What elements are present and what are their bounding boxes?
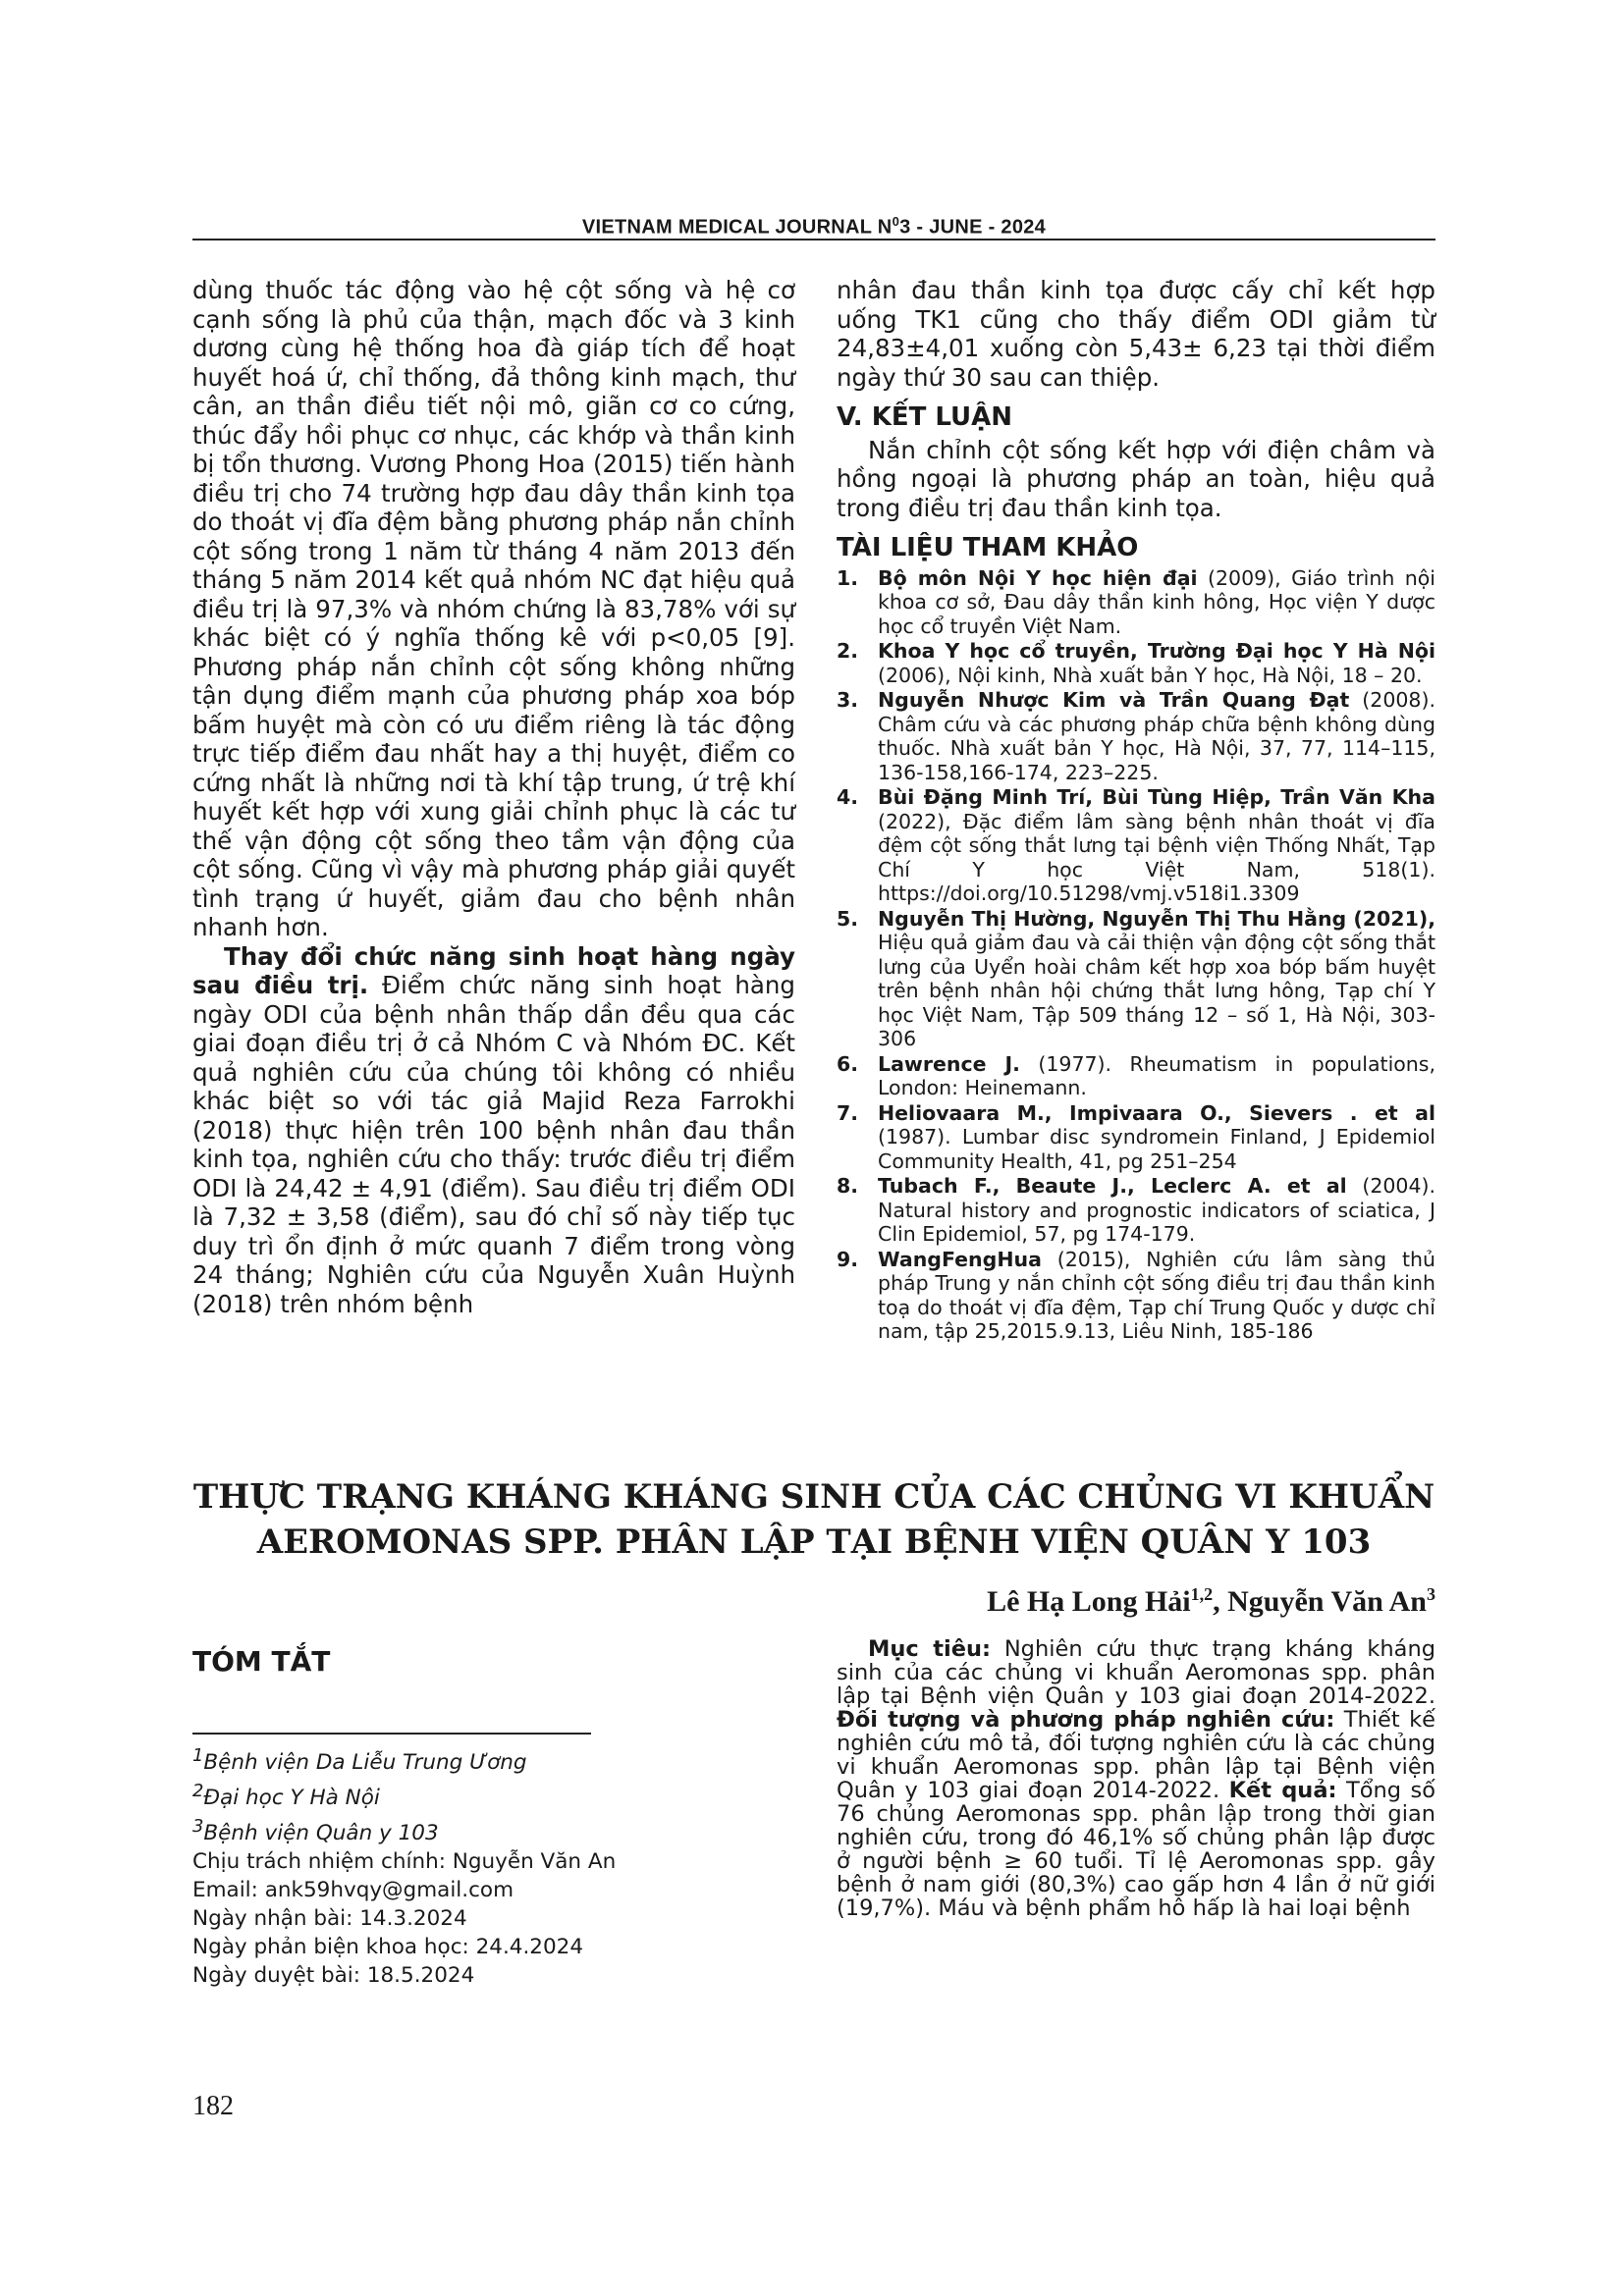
reference-authors: Bùi Đặng Minh Trí, Bùi Tùng Hiệp, Trần Văn Kha: [878, 785, 1435, 809]
affiliation-2-sup: 2: [192, 1781, 204, 1802]
conclusion-text: Nắn chỉnh cột sống kết hợp với điện châm và hồng ngoại là phương pháp an toàn, hiệu quả trong điều trị đau thần kinh tọa.: [837, 435, 1435, 522]
reference-number: 5.: [837, 906, 859, 931]
reference-text: [878, 639, 1435, 687]
journal-name-prefix: VIETNAM MEDICAL JOURNAL N: [581, 216, 893, 239]
references-heading: TÀI LIỆU THAM KHẢO: [837, 533, 1139, 562]
affiliation-3: [192, 1812, 742, 1847]
odi-subheading: Thay đổi chức năng sinh hoạt hàng ngày sau điều trị.: [192, 941, 795, 999]
right-column: [837, 276, 1435, 1345]
reference-details: Hiệu quả giảm đau và cải thiện vận động cột sống thắt lưng của Uyển hoài châm kết hợp xoa bóp bấm huyệt trên bệnh nhân hội chứng thắt lưng hông, Tạp chí Y học Việt Nam, Tập 509 tháng 12 – số 1, Hà Nội, 303-306: [878, 931, 1435, 1050]
reference-details: (2008). Châm cứu và các phương pháp chữa bệnh không dùng thuốc. Nhà xuất bản Y học, Hà Nội, 37, 77, 114–115, 136-158,166-174, 223–225.: [878, 688, 1435, 784]
objective-text: Nghiên cứu thực trạng kháng kháng sinh của các chủng vi khuẩn Aeromonas spp. phân lập tại Bệnh viện Quân y 103 giai đoạn 2014-2022.: [837, 1636, 1436, 1709]
reference-details: (1987). Lumbar disc syndromein Finland, J Epidemiol Community Health, 41, pg 251–254: [878, 1125, 1435, 1173]
reference-item: [837, 907, 1435, 1051]
author-1-affiliation: 1,2: [1190, 1584, 1214, 1604]
article-title-line-2: AEROMONAS SPP. PHÂN LẬP TẠI BỆNH VIỆN QUÂN Y 103: [256, 1522, 1372, 1562]
abstract-paragraph: [837, 1637, 1435, 1920]
reference-text: [878, 1052, 1435, 1100]
reference-authors: Nguyễn Thị Hường, Nguyễn Thị Thu Hằng (2021),: [878, 906, 1435, 931]
footnotes: [192, 1741, 742, 1990]
reference-number: 3.: [837, 688, 859, 712]
affiliation-3-sup: 3: [192, 1816, 204, 1838]
reference-item: [837, 1101, 1435, 1174]
reference-text: [878, 1101, 1435, 1174]
running-header: [192, 214, 1435, 240]
reference-details: (1977). Rheumatism in populations, London: Heinemann.: [878, 1051, 1435, 1099]
reference-number: 2.: [837, 639, 859, 663]
affiliation-1: [192, 1741, 742, 1777]
reference-details: (2006), Nội kinh, Nhà xuất bản Y học, Hà Nội, 18 – 20.: [878, 663, 1423, 687]
author-2: Nguyễn Văn An: [1227, 1585, 1427, 1618]
results-text: Tổng số 76 chủng Aeromonas spp. phân lập trong thời gian nghiên cứu, trong đó 46,1% số chủng phân lập được ở người bệnh ≥ 60 tuổi. Tỉ lệ Aeromonas spp. gây bệnh ở nam giới (80,3%) cao gấp hơn 4 lần ở nữ giới (19,7%). Máu và bệnh phẩm hô hấp là hai loại bệnh: [837, 1778, 1436, 1921]
methods-label: Đối tượng và phương pháp nghiên cứu:: [837, 1707, 1335, 1733]
date-approved: Ngày duyệt bài: 18.5.2024: [192, 1963, 475, 1989]
reference-number: 8.: [837, 1174, 859, 1198]
reference-item: [837, 1174, 1435, 1247]
journal-name-suffix: 3 - JUNE - 2024: [899, 216, 1047, 239]
discussion-paragraph-odi: [192, 942, 795, 1319]
author-separator: ,: [1213, 1585, 1228, 1618]
left-column: [192, 276, 795, 1318]
reference-text: [878, 907, 1435, 1051]
contact-email: Email: ank59hvqy@gmail.com: [192, 1878, 514, 1903]
author-list: [837, 1584, 1435, 1619]
reference-authors: Khoa Y học cổ truyền, Trường Đại học Y Hà Nội: [878, 639, 1435, 663]
reference-details: (2015), Nghiên cứu lâm sàng thủ pháp Trung y nắn chỉnh cột sống điều trị đau thần kinh toạ do thoát vị đĩa đệm, Tạp chí Trung Quốc y dược chỉ nam, tập 25,2015.9.13, Liêu Ninh, 185-186: [878, 1247, 1435, 1343]
affiliation-3-text: Bệnh viện Quân y 103: [203, 1821, 439, 1846]
reference-text: [878, 785, 1435, 906]
date-received: Ngày nhận bài: 14.3.2024: [192, 1906, 467, 1932]
article-title-line-1: THỰC TRẠNG KHÁNG KHÁNG SINH CỦA CÁC CHỦNG VI KHUẨN: [192, 1477, 1435, 1517]
conclusion-heading: V. KẾT LUẬN: [837, 402, 1013, 432]
reference-authors: Lawrence J.: [878, 1051, 1020, 1076]
reference-number: 1.: [837, 565, 859, 590]
reference-number: 6.: [837, 1051, 859, 1076]
reference-item: [837, 785, 1435, 906]
reference-text: [878, 688, 1435, 784]
objective-label: Mục tiêu:: [868, 1636, 992, 1662]
reference-number: 9.: [837, 1247, 859, 1271]
abstract: [837, 1637, 1435, 1920]
reference-details: (2004). Natural history and prognostic indicators of sciatica, J Clin Epidemiol, 57, pg 174-179.: [878, 1174, 1436, 1246]
author-2-affiliation: 3: [1427, 1584, 1435, 1604]
reference-authors: Tubach F., Beaute J., Leclerc A. et al: [878, 1174, 1347, 1198]
reference-item: [837, 566, 1435, 639]
references-list: [837, 566, 1435, 1344]
methods-text: Thiết kế nghiên cứu mô tả, đối tượng nghiên cứu là các chủng vi khuẩn Aeromonas spp. phân lập tại Bệnh viện Quân y 103 giai đoạn 2014-2022.: [837, 1707, 1435, 1803]
results-label: Kết quả:: [1228, 1778, 1337, 1803]
page-number: 182: [192, 2091, 234, 2121]
reference-item: [837, 639, 1435, 687]
reference-text: [878, 566, 1435, 639]
reference-authors: WangFengHua: [878, 1247, 1042, 1271]
header-rule: [192, 239, 1435, 240]
reference-item: [837, 1248, 1435, 1344]
affiliation-1-sup: 1: [192, 1745, 204, 1766]
footnote-rule: [192, 1733, 591, 1735]
article-title: [192, 1474, 1435, 1565]
reference-text: [878, 1248, 1435, 1344]
reference-text: [878, 1174, 1435, 1247]
affiliation-2: [192, 1777, 742, 1812]
discussion-paragraph: dùng thuốc tác động vào hệ cột sống và hệ cơ cạnh sống là phủ của thận, mạch đốc và 3 kinh dương cùng hệ thống hoa đà giáp tích để hoạt huyết hoá ứ, chỉ thống, đả thông kinh mạch, thư cân, an thần điều tiết nội mô, giãn cơ co cứng, thúc đẩy hồi phục cơ nhục, các khớp và thần kinh bị tổn thương. Vương Phong Hoa (2015) tiến hành điều trị cho 74 trường hợp đau dây thần kinh tọa do thoát vị đĩa đệm bằng phương pháp nắn chỉnh cột sống trong 1 năm từ tháng 4 năm 2013 đến tháng 5 năm 2014 kết quả nhóm NC đạt hiệu quả điều trị là 97,3% và nhóm chứng là 83,78% với sự khác biệt có ý nghĩa thống kê với p<0,05 [9]. Phương pháp nắn chỉnh cột sống không những tận dụng điểm mạnh của phương pháp xoa bóp bấm huyệt mà còn có ưu điểm riêng là tác động trực tiếp điểm đau nhất hay a thị huyệt, điểm co cứng nhất là những nơi tà khí tập trung, ứ trệ khí huyết kết hợp với xung giải chỉnh phục là các tư thế vận động cột sống theo tầm vận động của cột sống. Cũng vì vậy mà phương pháp giải quyết tình trạng ứ huyết, giảm đau cho bệnh nhân nhanh hơn.: [192, 276, 795, 941]
reference-number: 7.: [837, 1100, 859, 1125]
reference-details: (2022), Đặc điểm lâm sàng bệnh nhân thoát vị đĩa đệm cột sống thắt lưng tại bệnh viện Thống Nhất, Tạp Chí Y học Việt Nam, 518(1). https://doi.org/10.51298/vmj.v518i1.3309: [878, 809, 1435, 905]
reference-authors: Bộ môn Nội Y học hiện đại: [878, 565, 1198, 590]
reference-authors: Nguyễn Nhược Kim và Trần Quang Đạt: [878, 688, 1350, 712]
date-reviewed: Ngày phản biện khoa học: 24.4.2024: [192, 1935, 584, 1960]
discussion-continuation: nhân đau thần kinh tọa được cấy chỉ kết hợp uống TK1 cũng cho thấy điểm ODI giảm từ 24,83±4,01 xuống còn 5,43± 6,23 tại thời điểm ngày thứ 30 sau can thiệp.: [837, 276, 1435, 392]
reference-details: (2009), Giáo trình nội khoa cơ sở, Đau dây thần kinh hông, Học viện Y dược học cổ truyền Việt Nam.: [878, 565, 1435, 638]
reference-authors: Heliovaara M., Impivaara O., Sievers . et al: [878, 1100, 1435, 1125]
affiliation-1-text: Bệnh viện Da Liễu Trung Ương: [203, 1750, 527, 1776]
responsible-author: Chịu trách nhiệm chính: Nguyễn Văn An: [192, 1849, 617, 1875]
reference-number: 4.: [837, 785, 859, 809]
affiliation-2-text: Đại học Y Hà Nội: [203, 1786, 380, 1811]
journal-issue-sup: 0: [892, 214, 900, 229]
reference-item: [837, 688, 1435, 784]
odi-text: Điểm chức năng sinh hoạt hàng ngày ODI của bệnh nhân thấp dần đều qua các giai đoạn điều trị ở cả Nhóm C và Nhóm ĐC. Kết quả nghiên cứu của chúng tôi không có nhiều khác biệt so với tác giả Majid Reza Farrokhi (2018) thực hiện trên 100 bệnh nhân đau thần kinh tọa, nghiên cứu cho thấy: trước điều trị điểm ODI là 24,42 ± 4,91 (điểm). Sau điều trị điểm ODI là 7,32 ± 3,58 (điểm), sau đó chỉ số này tiếp tục duy trì ổn định ở mức quanh 7 điểm trong vòng 24 tháng; Nghiên cứu của Nguyễn Xuân Huỳnh (2018) trên nhóm bệnh: [192, 971, 795, 1318]
summary-heading: TÓM TẮT: [192, 1645, 331, 1678]
reference-item: [837, 1052, 1435, 1100]
author-1: Lê Hạ Long Hải: [987, 1585, 1191, 1618]
